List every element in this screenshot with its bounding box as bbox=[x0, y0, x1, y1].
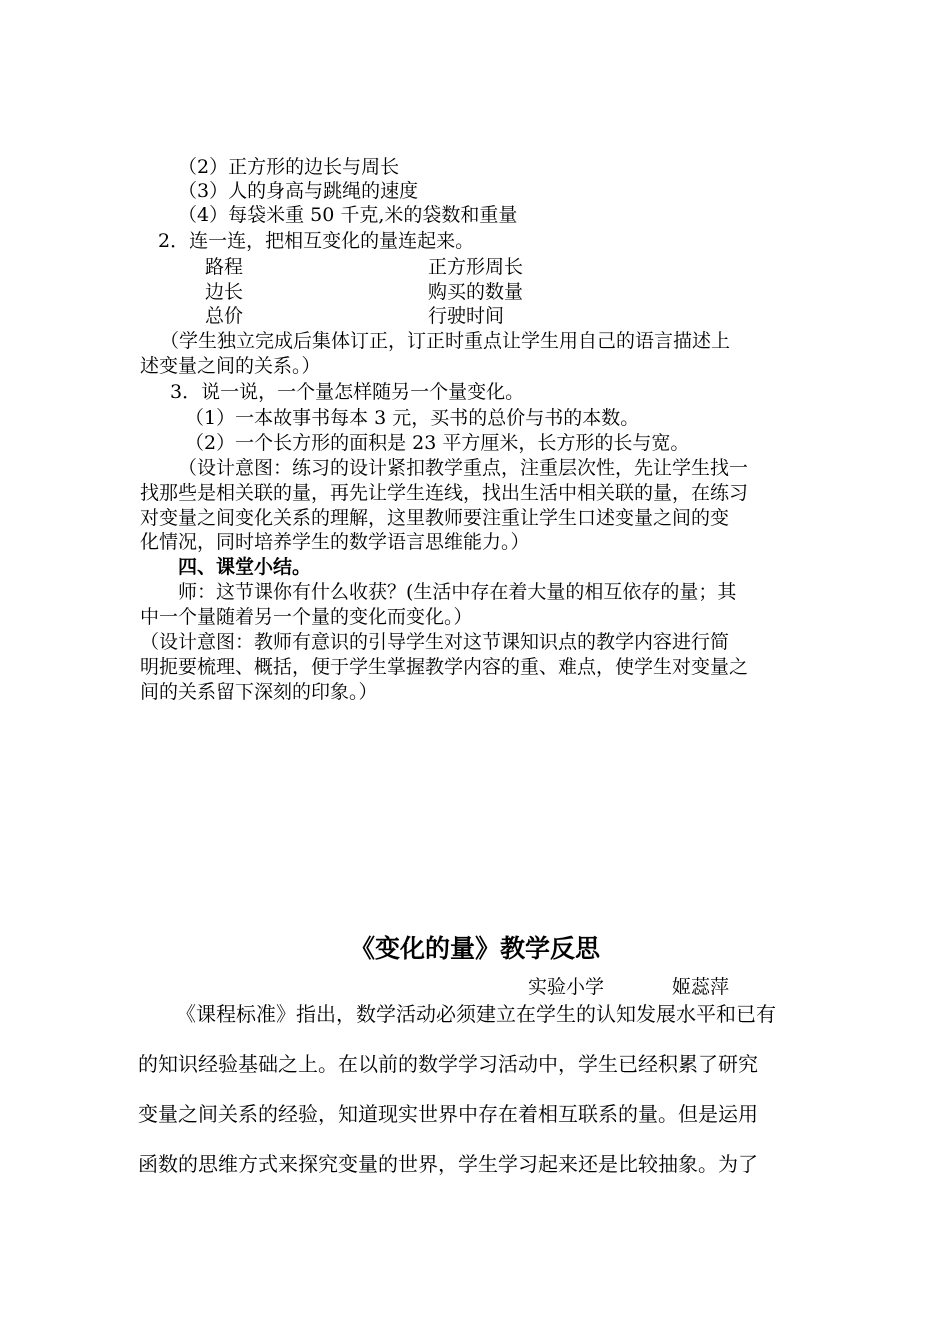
reflection-paragraph-line: 函数的思维方式来探究变量的世界，学生学习起来还是比较抽象。为了 bbox=[138, 1152, 758, 1176]
section-heading-summary: 四、课堂小结。 bbox=[178, 556, 312, 578]
teacher-note-line: 述变量之间的关系。） bbox=[140, 355, 321, 377]
exercise-item-4: （4）每袋米重 50 千克,米的袋数和重量 bbox=[178, 204, 518, 226]
question-2: 2．连一连，把相互变化的量连起来。 bbox=[158, 230, 475, 252]
exercise-item-2: （2）正方形的边长与周长 bbox=[178, 156, 400, 178]
design-intent-2-line: 明扼要梳理、概括，便于学生掌握教学内容的重、难点，使学生对变量之 bbox=[140, 656, 749, 678]
author-name: 姬蕊萍 bbox=[672, 976, 730, 998]
reflection-title: 《变化的量》教学反思 bbox=[349, 934, 600, 963]
design-intent-line: （设计意图：练习的设计紧扣教学重点，注重层次性，先让学生找一 bbox=[178, 457, 749, 479]
match-left-3: 总价 bbox=[205, 305, 244, 327]
summary-line: 师：这节课你有什么收获？(生活中存在着大量的相互依存的量；其 bbox=[178, 581, 737, 603]
author-school: 实验小学 bbox=[528, 976, 605, 998]
design-intent-line: 对变量之间变化关系的理解，这里教师要注重让学生口述变量之间的变 bbox=[140, 507, 730, 529]
match-right-1: 正方形周长 bbox=[428, 256, 524, 278]
question-3-item-1: （1）一本故事书每本 3 元，买书的总价与书的本数。 bbox=[185, 407, 640, 429]
match-left-1: 路程 bbox=[205, 256, 244, 278]
design-intent-2-line: 间的关系留下深刻的印象。） bbox=[140, 681, 378, 703]
match-right-3: 行驶时间 bbox=[428, 305, 505, 327]
reflection-paragraph-line: 的知识经验基础之上。在以前的数学学习活动中，学生已经积累了研究 bbox=[138, 1052, 758, 1076]
exercise-item-3: （3）人的身高与跳绳的速度 bbox=[178, 180, 419, 202]
question-3: 3．说一说，一个量怎样随另一个量变化。 bbox=[170, 381, 525, 403]
summary-line: 中一个量随着另一个量的变化而变化。） bbox=[140, 606, 473, 628]
reflection-paragraph-line: 变量之间关系的经验，知道现实世界中存在着相互联系的量。但是运用 bbox=[138, 1102, 758, 1126]
design-intent-2-line: （设计意图：教师有意识的引导学生对这节课知识点的教学内容进行简 bbox=[140, 631, 730, 653]
question-3-item-2: （2）一个长方形的面积是 23 平方厘米，长方形的长与宽。 bbox=[185, 432, 690, 454]
teacher-note-line: （学生独立完成后集体订正，订正时重点让学生用自己的语言描述上 bbox=[160, 330, 731, 352]
match-right-2: 购买的数量 bbox=[428, 281, 524, 303]
match-left-2: 边长 bbox=[205, 281, 244, 303]
design-intent-line: 化情况，同时培养学生的数学语言思维能力。） bbox=[140, 531, 530, 553]
design-intent-line: 找那些是相关联的量，再先让学生连线，找出生活中相关联的量，在练习 bbox=[140, 482, 749, 504]
reflection-paragraph-line: 《课程标准》指出，数学活动必须建立在学生的认知发展水平和已有 bbox=[176, 1002, 776, 1026]
